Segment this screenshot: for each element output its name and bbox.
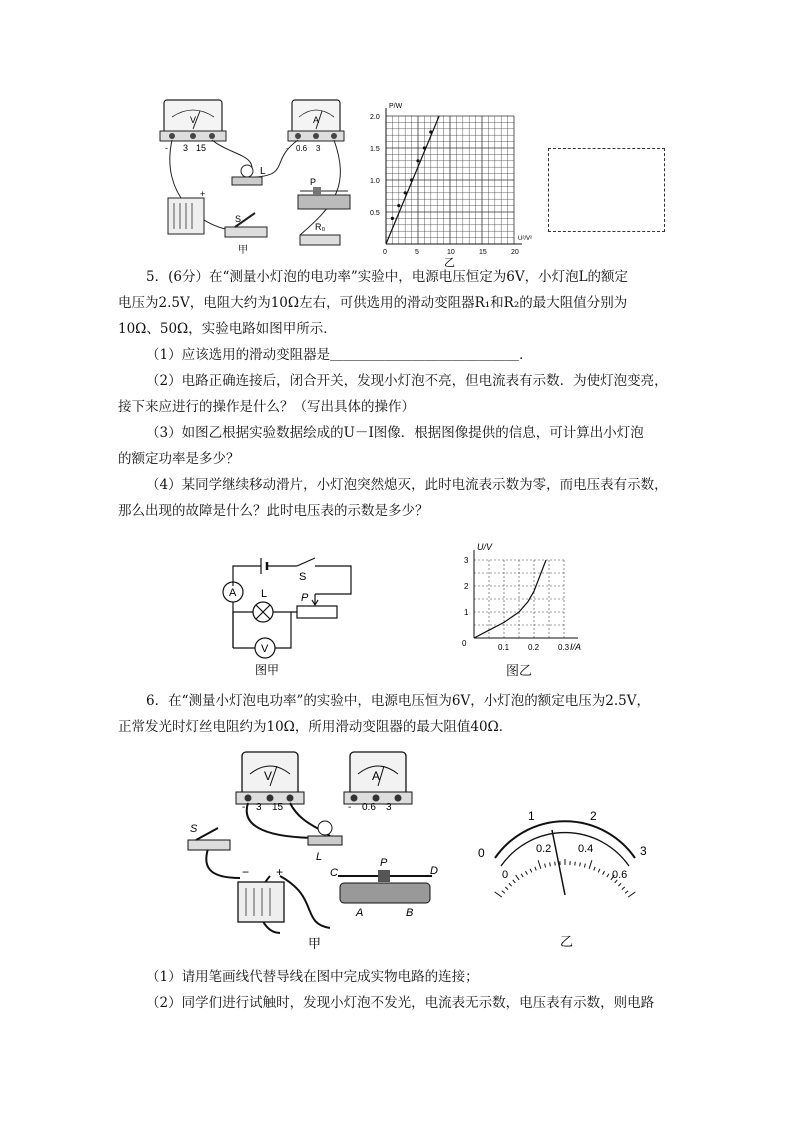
svg-text:L: L [260, 166, 266, 177]
dial-tick [607, 874, 609, 877]
question-6-subs [118, 964, 678, 1016]
dial-outer-2: 2 [590, 809, 597, 823]
question-6 [118, 688, 678, 740]
q6-line-2: 正常发光时灯丝电阻约为10Ω，所用滑动变阻器的最大阻值40Ω． [118, 719, 513, 735]
svg-text:−: − [242, 865, 250, 879]
dial-tick [502, 891, 505, 894]
top-apparatus-figure [150, 95, 365, 255]
data-point [423, 146, 426, 149]
svg-text:S: S [235, 214, 242, 224]
u-i-graph [450, 542, 600, 677]
battery-pack [168, 189, 205, 234]
y-tick-label: 1.5 [370, 146, 380, 153]
q6-rheostat [330, 857, 438, 919]
dial-tick [628, 892, 635, 897]
voltmeter-device [160, 100, 226, 153]
dial-tick [545, 864, 546, 868]
dial-outer-1: 1 [528, 809, 535, 823]
dial-tick [618, 883, 621, 886]
q6-sub-1: （1）请用笔画线代替导线在图中完成实物电路的连接； [146, 969, 479, 985]
q5-sub-2b: 接下来应进行的操作是什么？（写出具体的操作） [118, 399, 415, 415]
voltmeter-letter: V [190, 115, 197, 125]
ammeter-letter: A [313, 115, 320, 125]
circuit-slider-label: P [301, 592, 309, 604]
x-tick-label: 10 [447, 249, 455, 256]
dial-tick [622, 887, 625, 890]
svg-text:0.6: 0.6 [362, 802, 376, 813]
data-point [429, 130, 432, 133]
x-tick-label: 0.1 [498, 643, 510, 652]
q5-line-1: 5．(6分）在“测量小灯泡的电功率”实验中，电源电压恒定为6V，小灯泡L的额定 [146, 269, 629, 285]
x-tick-label: 0.2 [528, 643, 540, 652]
dial-tick [575, 862, 576, 866]
svg-text:D: D [430, 865, 438, 877]
dial-tick [594, 867, 595, 871]
svg-text:P: P [380, 857, 388, 869]
q6-sub-2: （2）同学们进行试触时，发现小灯泡不发光，电流表无示数，电压表有示数，则电路 [146, 995, 655, 1011]
y-tick-label: 0.5 [370, 210, 380, 217]
origin-label: 0 [462, 639, 467, 648]
circuit-switch-label: S [299, 571, 307, 583]
y-tick-label: 1 [464, 608, 469, 617]
dial-tick [495, 892, 502, 897]
graph-caption: 图乙 [506, 664, 533, 679]
svg-text:S: S [190, 823, 198, 835]
dial-tick [603, 871, 605, 875]
dial-tick [589, 860, 592, 869]
dial-tick [525, 871, 527, 875]
q6-caption-jia: 甲 [308, 936, 322, 951]
y-tick-label: 2.0 [370, 114, 380, 121]
data-point [391, 217, 394, 220]
svg-text:3: 3 [183, 143, 189, 153]
svg-text:-: - [242, 802, 246, 813]
dial-tick [505, 887, 508, 890]
rheostat [298, 177, 350, 209]
y-tick-label: 3 [464, 556, 469, 565]
x-tick-label: 20 [511, 249, 519, 256]
q6-lamp [308, 821, 342, 863]
svg-text:L: L [316, 851, 323, 863]
dial-outer-3: 3 [640, 844, 647, 858]
dial-tick [530, 869, 532, 873]
svg-text:R₀: R₀ [315, 222, 326, 232]
x-tick-label: 15 [479, 249, 487, 256]
dial-tick [513, 880, 516, 883]
q6-apparatus [180, 748, 450, 953]
p-u2-graph [368, 100, 538, 269]
svg-text:3: 3 [316, 144, 321, 153]
q6-caption-yi: 乙 [560, 934, 574, 949]
dial-inner-3: 0.6 [612, 869, 628, 881]
q5-sub-4b: 那么出现的故障是什么？此时电压表的示数是多少？ [118, 503, 429, 519]
q6-battery [238, 865, 284, 922]
knife-switch [225, 213, 267, 256]
svg-text:A: A [356, 907, 364, 919]
dial-inner-2: 0.4 [578, 843, 594, 855]
circuit-lamp-label: L [261, 588, 268, 600]
dial-tick [509, 883, 512, 886]
svg-text:P: P [310, 177, 317, 187]
q5-line-2: 电压为2.5V，电阻大约为10Ω左右，可供选用的滑动变阻器R₁和R₂的最大阻值分别为 [118, 295, 628, 311]
dial-tick [598, 869, 600, 873]
y-axis-label: P/W [389, 103, 403, 110]
svg-text:15: 15 [272, 802, 284, 813]
q6-line-1: 6．在“测量小灯泡电功率”的实验中，电源电压恒为6V，小灯泡的额定电压为2.5V， [146, 693, 650, 709]
dial-tick [550, 862, 551, 866]
dial-tick [584, 864, 585, 868]
fixed-resistor [300, 222, 340, 245]
data-point [404, 191, 407, 194]
dial-tick [538, 860, 541, 869]
svg-text:+: + [276, 865, 284, 879]
dial-tick [521, 874, 523, 877]
svg-text:V: V [264, 769, 273, 783]
svg-text:-: - [165, 143, 168, 153]
top-figure-jia: 甲 [238, 245, 248, 256]
x-axis-label: I/A [570, 642, 582, 652]
ammeter-dial [470, 800, 670, 955]
data-point [410, 178, 413, 181]
circuit-voltmeter-label: V [261, 643, 269, 655]
q5-line-3: 10Ω、50Ω，实验电路如图甲所示． [118, 321, 337, 337]
circuit-diagram [215, 548, 365, 678]
svg-text:C: C [330, 867, 338, 879]
circuit-caption: 图甲 [255, 663, 280, 677]
dial-inner-0: 0 [502, 869, 509, 881]
dashed-answer-box [548, 148, 665, 232]
dial-inner-1: 0.2 [536, 843, 552, 855]
y-axis-label: U/V [477, 542, 493, 552]
data-point [397, 204, 400, 207]
q5-sub-3b: 的额定功率是多少？ [118, 451, 240, 467]
graph-yi-label: 乙 [444, 257, 455, 269]
svg-text:0.6: 0.6 [296, 144, 308, 153]
svg-text:-: - [348, 802, 352, 813]
dial-tick [535, 867, 536, 871]
data-point [416, 159, 419, 162]
q6-voltmeter [236, 752, 304, 813]
x-tick-label: 0.3 [558, 643, 570, 652]
dial-outer-0: 0 [478, 846, 485, 860]
q5-sub-3a: （3）如图乙根据实验数据绘成的U－I图像．根据图像提供的信息，可计算出小灯泡 [146, 425, 644, 441]
y-tick-label: 2 [464, 582, 469, 591]
y-tick-label: 1.0 [370, 178, 380, 185]
q6-switch [188, 823, 230, 850]
x-tick-label: 5 [415, 249, 419, 256]
svg-text:-: - [286, 144, 289, 153]
dial-tick [625, 891, 628, 894]
q5-sub-2a: （2）电路正确连接后，闭合开关，发现小灯泡不亮，但电流表有示数．为使灯泡变亮， [146, 373, 668, 389]
dial-tick [580, 862, 581, 866]
svg-text:A: A [372, 769, 381, 783]
question-5 [118, 264, 678, 524]
x-tick-label: 0 [383, 249, 387, 256]
svg-text:3: 3 [386, 802, 392, 813]
svg-text:+: + [200, 189, 206, 199]
q6-ammeter [344, 752, 412, 813]
svg-text:15: 15 [196, 143, 207, 153]
svg-text:3: 3 [256, 802, 262, 813]
lamp-holder [232, 165, 266, 185]
q5-sub-4a: （4）某同学继续移动滑片，小灯泡突然熄灭，此时电流表示数为零，而电压表有示数， [146, 477, 668, 493]
q5-sub-1: （1）应该选用的滑动变阻器是＿＿＿＿＿＿＿＿＿＿＿＿＿＿． [146, 347, 533, 363]
dial-tick [516, 875, 520, 880]
x-axis-label: U²/V² [518, 236, 532, 242]
dial-tick [555, 862, 556, 866]
svg-text:B: B [406, 907, 414, 919]
circuit-ammeter-label: A [229, 587, 237, 599]
